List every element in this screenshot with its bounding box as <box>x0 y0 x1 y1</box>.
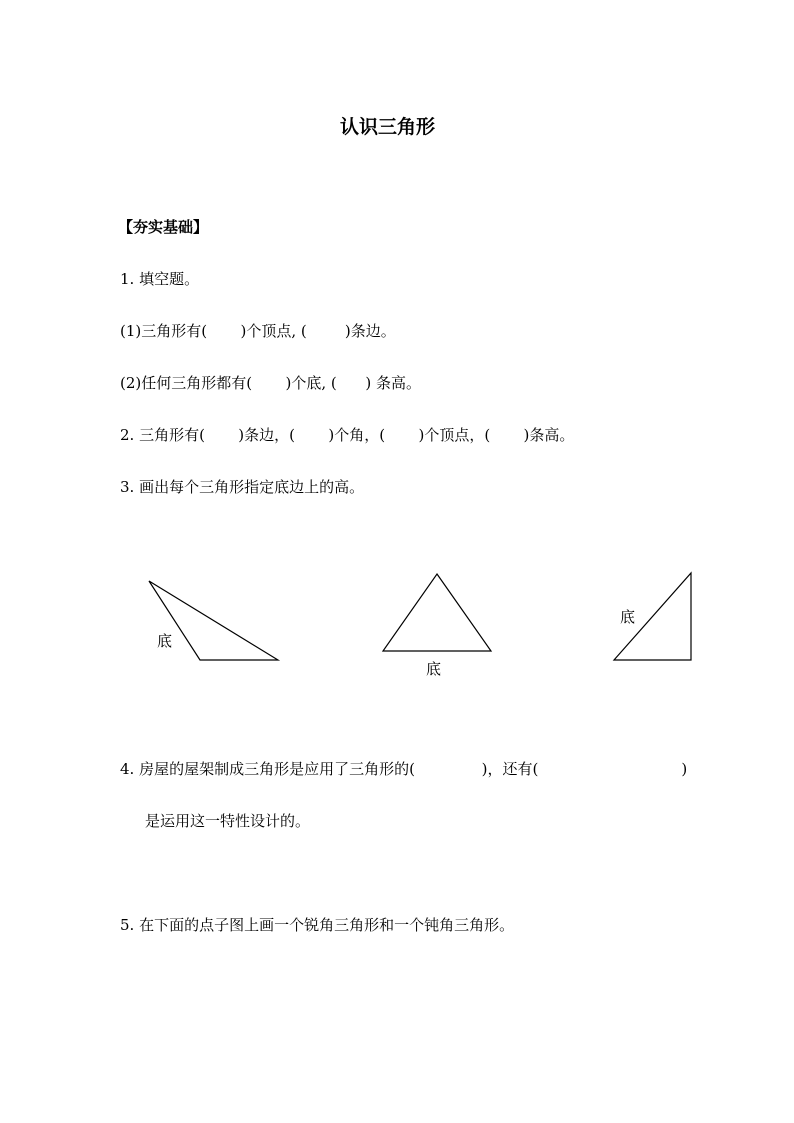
section-heading: 【夯实基础】 <box>118 218 209 236</box>
right-triangle-base-label: 底 <box>620 608 636 626</box>
page-title: 认识三角形 <box>340 116 436 138</box>
triangle-figures <box>0 560 794 690</box>
question-5: 5. 在下面的点子图上画一个锐角三角形和一个钝角三角形。 <box>120 916 515 934</box>
obtuse-triangle-base-label: 底 <box>157 632 173 650</box>
question-2: 2. 三角形有( )条边，( )个角，( )个顶点，( )条高。 <box>120 426 575 444</box>
question-1-part-1: (1)三角形有( )个顶点, ( )条边。 <box>120 322 396 340</box>
acute-triangle-base-label: 底 <box>426 660 442 678</box>
question-4-line-1: 4. 房屋的屋架制成三角形是应用了三角形的( )，还有( ) <box>120 760 688 778</box>
question-1-part-2: (2)任何三角形都有( )个底, ( ) 条高。 <box>120 374 421 392</box>
obtuse-triangle <box>149 581 278 660</box>
question-4-line-2: 是运用这一特性设计的。 <box>145 812 311 830</box>
right-triangle <box>614 573 691 660</box>
question-1: 1. 填空题。 <box>120 270 200 288</box>
acute-triangle-shape <box>383 574 491 651</box>
acute-triangle <box>383 574 491 678</box>
question-3: 3. 画出每个三角形指定底边上的高。 <box>120 478 365 496</box>
